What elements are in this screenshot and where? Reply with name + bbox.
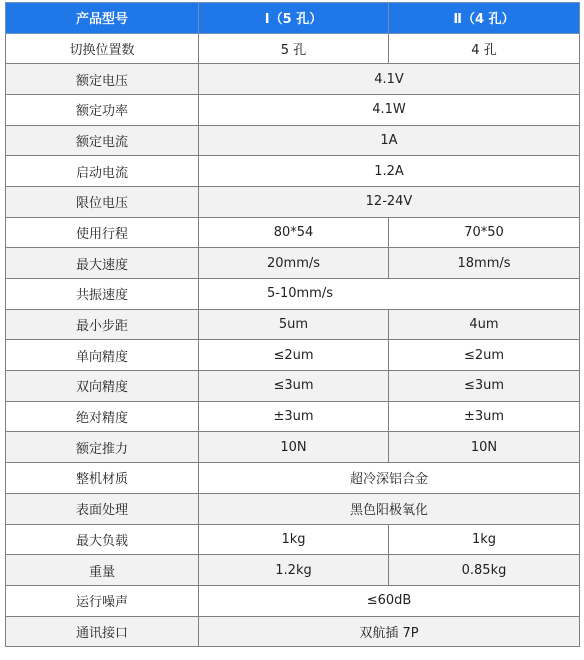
header-type-2: Ⅱ（4 孔） — [389, 3, 580, 34]
row-label: 共振速度 — [6, 279, 199, 310]
table-row — [6, 186, 580, 217]
cell-type-2: 18mm/s — [389, 248, 580, 279]
table-row — [6, 616, 580, 647]
header-model: 产品型号 — [6, 3, 199, 34]
row-label: 额定功率 — [6, 94, 199, 125]
cell-type-2: ≤3um — [389, 371, 580, 402]
header-row — [6, 3, 580, 34]
cell-type-2: ±3um — [389, 401, 580, 432]
cell-type-1: 10N — [199, 432, 389, 463]
row-label: 重量 — [6, 555, 199, 586]
cell-shared: 黑色阳极氧化 — [199, 493, 580, 524]
table-row — [6, 371, 580, 402]
cell-type-2: ≤2um — [389, 340, 580, 371]
cell-type-1: 80*54 — [199, 217, 389, 248]
table-row — [6, 555, 580, 586]
table-row — [6, 432, 580, 463]
cell-shared: 1.2A — [199, 156, 580, 187]
table-row — [6, 94, 580, 125]
table-row — [6, 33, 580, 64]
row-label: 通讯接口 — [6, 616, 199, 647]
row-label: 双向精度 — [6, 371, 199, 402]
row-label: 额定电压 — [6, 64, 199, 95]
cell-type-2: 70*50 — [389, 217, 580, 248]
cell-type-1: 5um — [199, 309, 389, 340]
cell-type-2: 10N — [389, 432, 580, 463]
table-row — [6, 585, 580, 616]
cell-shared: 1A — [199, 125, 580, 156]
cell-shared: 双航插 7P — [199, 616, 580, 647]
table-row — [6, 279, 580, 310]
table-row — [6, 125, 580, 156]
cell-type-1: 1.2kg — [199, 555, 389, 586]
row-label: 切换位置数 — [6, 33, 199, 64]
cell-type-2: 4um — [389, 309, 580, 340]
table-row — [6, 493, 580, 524]
table-row — [6, 463, 580, 494]
row-label: 启动电流 — [6, 156, 199, 187]
header-type-1: Ⅰ（5 孔） — [199, 3, 389, 34]
cell-type-1: 20mm/s — [199, 248, 389, 279]
cell-shared: 5-10mm/s — [199, 279, 580, 310]
table-row — [6, 217, 580, 248]
table-row — [6, 156, 580, 187]
table-row — [6, 309, 580, 340]
cell-type-1: 5 孔 — [199, 33, 389, 64]
row-label: 绝对精度 — [6, 401, 199, 432]
cell-type-2: 1kg — [389, 524, 580, 555]
cell-type-2: 0.85kg — [389, 555, 580, 586]
row-label: 单向精度 — [6, 340, 199, 371]
cell-shared: ≤60dB — [199, 585, 580, 616]
table-row — [6, 340, 580, 371]
cell-type-1: ±3um — [199, 401, 389, 432]
cell-type-2: 4 孔 — [389, 33, 580, 64]
cell-shared: 4.1V — [199, 64, 580, 95]
row-label: 运行噪声 — [6, 585, 199, 616]
row-label: 额定电流 — [6, 125, 199, 156]
table-row — [6, 524, 580, 555]
cell-shared: 12-24V — [199, 186, 580, 217]
row-label: 最小步距 — [6, 309, 199, 340]
cell-type-1: 1kg — [199, 524, 389, 555]
row-label: 额定推力 — [6, 432, 199, 463]
cell-type-1: ≤2um — [199, 340, 389, 371]
row-label: 表面处理 — [6, 493, 199, 524]
row-label: 限位电压 — [6, 186, 199, 217]
row-label: 最大速度 — [6, 248, 199, 279]
row-label: 最大负载 — [6, 524, 199, 555]
spec-table — [5, 2, 580, 647]
cell-type-1: ≤3um — [199, 371, 389, 402]
table-row — [6, 401, 580, 432]
cell-shared: 超冷深铝合金 — [199, 463, 580, 494]
row-label: 使用行程 — [6, 217, 199, 248]
table-row — [6, 64, 580, 95]
table-row — [6, 248, 580, 279]
row-label: 整机材质 — [6, 463, 199, 494]
cell-shared: 4.1W — [199, 94, 580, 125]
